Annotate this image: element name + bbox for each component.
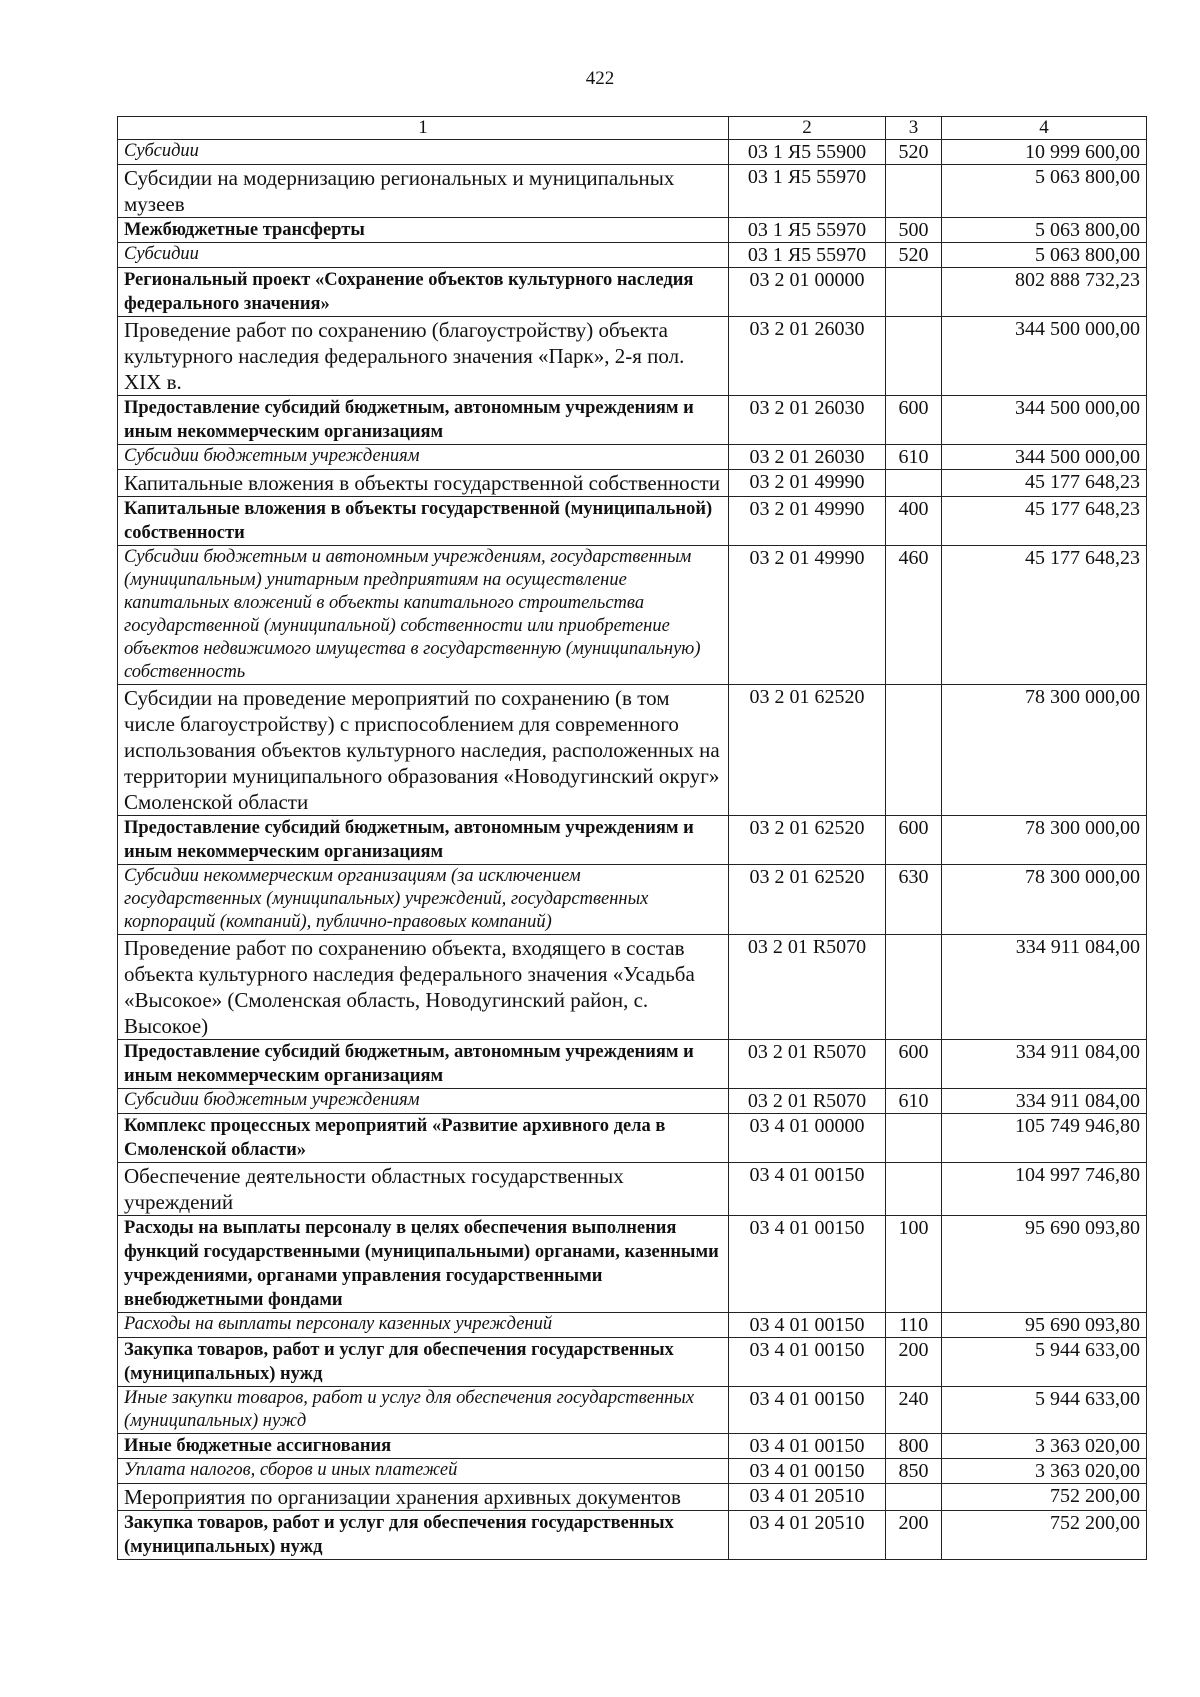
- row-amount-cell: 5 944 633,00: [942, 1338, 1147, 1387]
- row-amount-cell: 752 200,00: [942, 1511, 1147, 1560]
- table-row: [118, 268, 1147, 317]
- page-number: 422: [585, 68, 615, 89]
- row-amount-cell: 752 200,00: [942, 1484, 1147, 1511]
- row-type-cell: 110: [886, 1313, 942, 1338]
- row-name-cell: Закупка товаров, работ и услуг для обеспечения государственных (муниципальных) нужд: [118, 1511, 729, 1560]
- table-row: [118, 1040, 1147, 1089]
- row-code-cell: 03 4 01 00000: [729, 1114, 886, 1163]
- row-name-cell: Проведение работ по сохранению (благоустройству) объекта культурного наследия федерального значения «Парк», 2-я пол. XIX в.: [118, 317, 729, 396]
- row-amount-cell: 334 911 084,00: [942, 935, 1147, 1040]
- table-row: [118, 1216, 1147, 1313]
- row-amount-cell: 3 363 020,00: [942, 1434, 1147, 1459]
- row-name-cell: Предоставление субсидий бюджетным, автономным учреждениям и иным некоммерческим организациям: [118, 816, 729, 865]
- table-header-row: [118, 117, 1147, 140]
- table-row: [118, 1114, 1147, 1163]
- table-row: [118, 140, 1147, 165]
- row-code-cell: 03 4 01 00150: [729, 1338, 886, 1387]
- row-name-cell: Закупка товаров, работ и услуг для обеспечения государственных (муниципальных) нужд: [118, 1338, 729, 1387]
- table-row: [118, 470, 1147, 497]
- table-row: [118, 865, 1147, 935]
- row-name-cell: Предоставление субсидий бюджетным, автономным учреждениям и иным некоммерческим организациям: [118, 396, 729, 445]
- row-type-cell: 600: [886, 1040, 942, 1089]
- row-code-cell: 03 2 01 R5070: [729, 1089, 886, 1114]
- row-amount-cell: 334 911 084,00: [942, 1089, 1147, 1114]
- row-type-cell: 400: [886, 497, 942, 546]
- row-amount-cell: 5 063 800,00: [942, 243, 1147, 268]
- row-type-cell: 500: [886, 218, 942, 243]
- row-name-cell: Субсидии бюджетным и автономным учреждениям, государственным (муниципальным) унитарным предприятиям на осуществление капитальных вложений в объекты капитального строительства государственной (муниципальной) собственности или приобретение объектов недвижимого имущества в государственную (муниципальную) собственность: [118, 546, 729, 685]
- row-name-cell: Проведение работ по сохранению объекта, входящего в состав объекта культурного наследия федерального значения «Усадьба «Высокое» (Смоленская область, Новодугинский район, с. Высокое): [118, 935, 729, 1040]
- row-code-cell: 03 1 Я5 55900: [729, 140, 886, 165]
- row-name-cell: Межбюджетные трансферты: [118, 218, 729, 243]
- table-row: [118, 445, 1147, 470]
- row-amount-cell: 104 997 746,80: [942, 1163, 1147, 1216]
- table-row: [118, 1338, 1147, 1387]
- row-type-cell: [886, 935, 942, 1040]
- row-code-cell: 03 4 01 00150: [729, 1387, 886, 1434]
- row-type-cell: 520: [886, 243, 942, 268]
- budget-table: [117, 116, 1147, 1560]
- table-row: [118, 165, 1147, 218]
- row-code-cell: 03 4 01 00150: [729, 1434, 886, 1459]
- row-amount-cell: 78 300 000,00: [942, 685, 1147, 816]
- table-row: [118, 935, 1147, 1040]
- row-name-cell: Обеспечение деятельности областных государственных учреждений: [118, 1163, 729, 1216]
- row-name-cell: Субсидии: [118, 140, 729, 165]
- row-type-cell: 240: [886, 1387, 942, 1434]
- row-type-cell: 520: [886, 140, 942, 165]
- table-row: [118, 1459, 1147, 1484]
- row-name-cell: Субсидии некоммерческим организациям (за исключением государственных (муниципальных) учреждений, государственных корпораций (компаний), публично-правовых компаний): [118, 865, 729, 935]
- row-type-cell: 200: [886, 1511, 942, 1560]
- row-type-cell: 630: [886, 865, 942, 935]
- row-name-cell: Субсидии бюджетным учреждениям: [118, 1089, 729, 1114]
- row-amount-cell: 10 999 600,00: [942, 140, 1147, 165]
- table-row: [118, 1387, 1147, 1434]
- table-row: [118, 816, 1147, 865]
- row-code-cell: 03 2 01 26030: [729, 445, 886, 470]
- row-name-cell: Субсидии бюджетным учреждениям: [118, 445, 729, 470]
- row-code-cell: 03 2 01 62520: [729, 685, 886, 816]
- row-type-cell: [886, 1163, 942, 1216]
- row-type-cell: 610: [886, 1089, 942, 1114]
- row-amount-cell: 344 500 000,00: [942, 317, 1147, 396]
- row-amount-cell: 78 300 000,00: [942, 816, 1147, 865]
- row-type-cell: 850: [886, 1459, 942, 1484]
- row-name-cell: Комплекс процессных мероприятий «Развитие архивного дела в Смоленской области»: [118, 1114, 729, 1163]
- table-row: [118, 685, 1147, 816]
- row-type-cell: [886, 1114, 942, 1163]
- row-amount-cell: 45 177 648,23: [942, 470, 1147, 497]
- row-name-cell: Субсидии на модернизацию региональных и муниципальных музеев: [118, 165, 729, 218]
- table-row: [118, 497, 1147, 546]
- row-name-cell: Мероприятия по организации хранения архивных документов: [118, 1484, 729, 1511]
- row-type-cell: 460: [886, 546, 942, 685]
- table-row: [118, 1313, 1147, 1338]
- row-amount-cell: 105 749 946,80: [942, 1114, 1147, 1163]
- row-name-cell: Расходы на выплаты персоналу в целях обеспечения выполнения функций государственными (муниципальными) органами, казенными учреждениями, органами управления государственными внебюджетными фондами: [118, 1216, 729, 1313]
- row-amount-cell: 344 500 000,00: [942, 445, 1147, 470]
- table-row: [118, 218, 1147, 243]
- row-type-cell: 600: [886, 816, 942, 865]
- row-code-cell: 03 4 01 00150: [729, 1313, 886, 1338]
- header-cell: 1: [118, 117, 729, 140]
- row-amount-cell: 5 063 800,00: [942, 165, 1147, 218]
- row-name-cell: Иные бюджетные ассигнования: [118, 1434, 729, 1459]
- row-code-cell: 03 4 01 20510: [729, 1511, 886, 1560]
- row-code-cell: 03 2 01 26030: [729, 396, 886, 445]
- table-row: [118, 243, 1147, 268]
- row-code-cell: 03 1 Я5 55970: [729, 218, 886, 243]
- row-name-cell: Региональный проект «Сохранение объектов культурного наследия федерального значения»: [118, 268, 729, 317]
- row-amount-cell: 45 177 648,23: [942, 546, 1147, 685]
- row-code-cell: 03 1 Я5 55970: [729, 243, 886, 268]
- row-type-cell: [886, 317, 942, 396]
- row-name-cell: Уплата налогов, сборов и иных платежей: [118, 1459, 729, 1484]
- row-code-cell: 03 2 01 R5070: [729, 935, 886, 1040]
- row-amount-cell: 95 690 093,80: [942, 1216, 1147, 1313]
- row-code-cell: 03 2 01 26030: [729, 317, 886, 396]
- row-type-cell: [886, 1484, 942, 1511]
- table-row: [118, 317, 1147, 396]
- row-amount-cell: 3 363 020,00: [942, 1459, 1147, 1484]
- row-type-cell: [886, 685, 942, 816]
- header-cell: 3: [886, 117, 942, 140]
- row-amount-cell: 45 177 648,23: [942, 497, 1147, 546]
- row-amount-cell: 95 690 093,80: [942, 1313, 1147, 1338]
- row-name-cell: Капитальные вложения в объекты государственной (муниципальной) собственности: [118, 497, 729, 546]
- row-code-cell: 03 2 01 49990: [729, 546, 886, 685]
- row-code-cell: 03 2 01 R5070: [729, 1040, 886, 1089]
- row-amount-cell: 78 300 000,00: [942, 865, 1147, 935]
- row-type-cell: [886, 268, 942, 317]
- row-code-cell: 03 2 01 49990: [729, 470, 886, 497]
- row-name-cell: Субсидии на проведение мероприятий по сохранению (в том числе благоустройству) с приспособлением для современного использования объектов культурного наследия, расположенных на территории муниципального образования «Новодугинский округ» Смоленской области: [118, 685, 729, 816]
- row-name-cell: Иные закупки товаров, работ и услуг для обеспечения государственных (муниципальных) нужд: [118, 1387, 729, 1434]
- row-code-cell: 03 4 01 20510: [729, 1484, 886, 1511]
- row-type-cell: 200: [886, 1338, 942, 1387]
- row-name-cell: Расходы на выплаты персоналу казенных учреждений: [118, 1313, 729, 1338]
- row-type-cell: 800: [886, 1434, 942, 1459]
- table-row: [118, 1434, 1147, 1459]
- table-row: [118, 1089, 1147, 1114]
- row-amount-cell: 802 888 732,23: [942, 268, 1147, 317]
- header-cell: 4: [942, 117, 1147, 140]
- row-code-cell: 03 4 01 00150: [729, 1459, 886, 1484]
- row-amount-cell: 5 944 633,00: [942, 1387, 1147, 1434]
- row-name-cell: Субсидии: [118, 243, 729, 268]
- table-row: [118, 1163, 1147, 1216]
- row-type-cell: 100: [886, 1216, 942, 1313]
- row-amount-cell: 344 500 000,00: [942, 396, 1147, 445]
- row-code-cell: 03 2 01 00000: [729, 268, 886, 317]
- table-row: [118, 396, 1147, 445]
- row-code-cell: 03 2 01 49990: [729, 497, 886, 546]
- table-row: [118, 1484, 1147, 1511]
- row-code-cell: 03 4 01 00150: [729, 1163, 886, 1216]
- table-row: [118, 546, 1147, 685]
- row-code-cell: 03 4 01 00150: [729, 1216, 886, 1313]
- row-code-cell: 03 2 01 62520: [729, 816, 886, 865]
- row-amount-cell: 334 911 084,00: [942, 1040, 1147, 1089]
- row-type-cell: 600: [886, 396, 942, 445]
- row-name-cell: Предоставление субсидий бюджетным, автономным учреждениям и иным некоммерческим организациям: [118, 1040, 729, 1089]
- row-type-cell: [886, 165, 942, 218]
- row-code-cell: 03 1 Я5 55970: [729, 165, 886, 218]
- row-name-cell: Капитальные вложения в объекты государственной собственности: [118, 470, 729, 497]
- header-cell: 2: [729, 117, 886, 140]
- row-code-cell: 03 2 01 62520: [729, 865, 886, 935]
- table-row: [118, 1511, 1147, 1560]
- row-type-cell: 610: [886, 445, 942, 470]
- row-type-cell: [886, 470, 942, 497]
- row-amount-cell: 5 063 800,00: [942, 218, 1147, 243]
